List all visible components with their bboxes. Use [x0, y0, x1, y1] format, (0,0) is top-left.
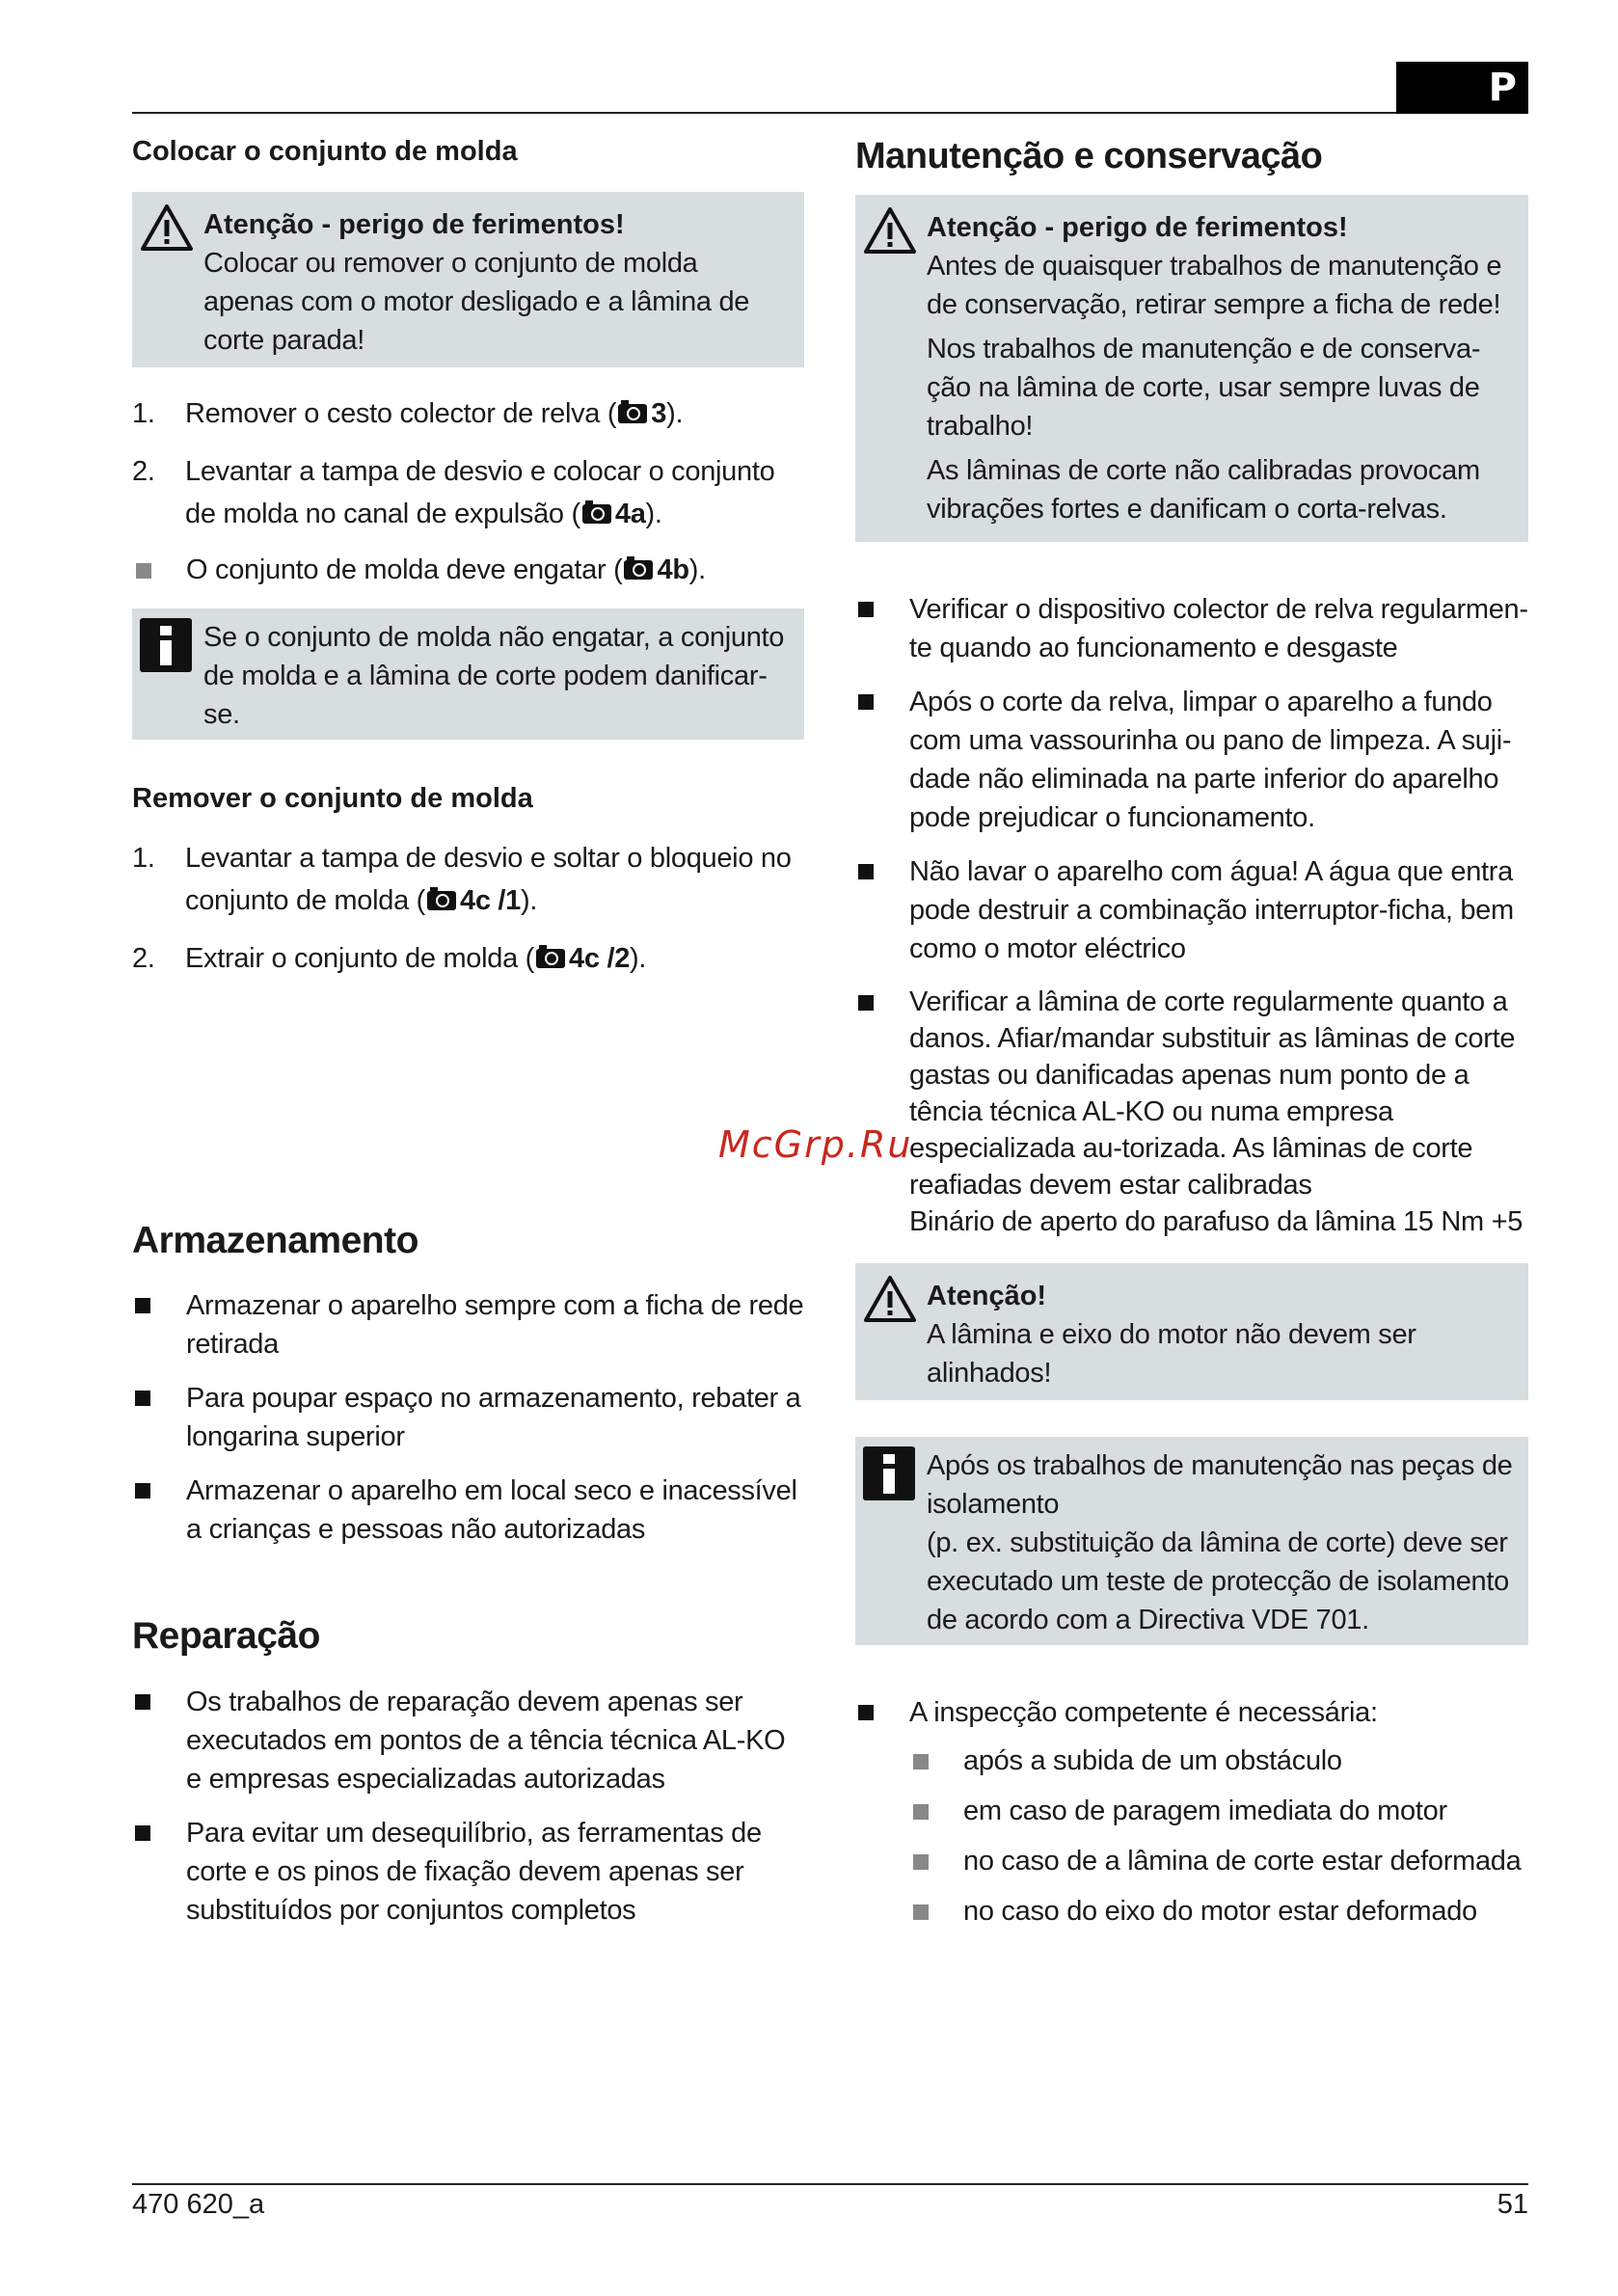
- camera-icon: [618, 404, 647, 423]
- list-item: 2. Extrair o conjunto de molda ( 4c /2).: [132, 942, 647, 974]
- warning-triangle-icon: [863, 206, 917, 255]
- bullet-square: [913, 1754, 929, 1769]
- attention-title: Atenção!: [927, 1280, 1047, 1311]
- warning-text: Colocar ou remover o conjunto de molda apenas com o motor desligado e a lâmina de corte parada!: [203, 247, 750, 356]
- maintenance-list: [855, 590, 1528, 1240]
- repair-list: [132, 1683, 804, 1930]
- bullet-square: [858, 864, 874, 879]
- list-item: Armazenar o aparelho sempre com a ficha de rede retirada: [132, 1286, 804, 1364]
- bullet-square: [858, 1705, 874, 1720]
- section-heading-fit-mulch: Colocar o conjunto de molda: [132, 136, 518, 167]
- warning-text: Antes de quaisquer trabalhos de manutenção e de conservação, retirar sempre a ficha de rede! Nos trabalhos de manutenção e de conserva-ção na lâmina de corte, usar sempre luvas de trabalho! As lâminas de corte não calibradas provocam vibrações fortes e danificam o corta-relvas.: [927, 250, 1502, 525]
- bullet-square: [913, 1854, 929, 1870]
- camera-icon: [427, 891, 456, 910]
- info-icon: [140, 618, 192, 672]
- warning-box-maintenance: [855, 195, 1528, 542]
- watermark: McGrp.Ru: [718, 1123, 913, 1166]
- figure-ref: 3: [651, 397, 667, 429]
- list-item: Após o corte da relva, limpar o aparelho a fundo com uma vassourinha ou pano de limpeza. A suji-dade não eliminada na parte inferior do aparelho pode prejudicar o funcionamento.: [855, 683, 1528, 837]
- list-item: 2. Levantar a tampa de desvio e colocar o conjunto de molda no canal de expulsão ( 4a).: [132, 455, 775, 529]
- list-item: Não lavar o aparelho com água! A água que entra pode destruir a combinação interruptor-ficha, bem como o motor eléctrico: [855, 852, 1528, 968]
- warning-box-fit-mulch: [132, 192, 804, 367]
- figure-ref: 4b: [657, 554, 689, 585]
- left-column: [132, 135, 804, 1945]
- list-item: no caso do eixo do motor estar deformado: [909, 1892, 1528, 1931]
- footer-rule: [132, 2183, 1528, 2185]
- list-item: Armazenar o aparelho em local seco e inacessível a crianças e pessoas não autorizadas: [132, 1472, 804, 1549]
- list-item: após a subida de um obstáculo: [909, 1742, 1528, 1780]
- storage-list: [132, 1286, 804, 1549]
- figure-ref: 4c /2: [569, 942, 631, 974]
- bullet-square: [858, 602, 874, 617]
- warning-title: Atenção - perigo de ferimentos!: [927, 211, 1348, 243]
- list-item: O conjunto de molda deve engatar ( 4b).: [132, 551, 804, 589]
- camera-icon: [536, 949, 565, 968]
- info-box-fit-mulch: [132, 608, 804, 740]
- page-number: 51: [1497, 2189, 1528, 2220]
- list-item: A inspecção competente é necessária: após a subida de um obstáculo em caso de paragem imediata do motor no caso de a lâmina de corte estar deformada no caso do eixo do motor estar deformado: [855, 1693, 1528, 1931]
- bullet-square: [136, 563, 151, 579]
- info-icon: [863, 1446, 915, 1500]
- bullet-square: [135, 1298, 150, 1313]
- bullet-square: [858, 694, 874, 710]
- list-item: 1. Remover o cesto colector de relva ( 3).: [132, 397, 684, 429]
- camera-icon: [624, 560, 653, 580]
- remove-mulch-steps: [132, 837, 804, 980]
- attention-text: A lâmina e eixo do motor não devem ser alinhados!: [927, 1318, 1416, 1389]
- figure-ref: 4c /1: [460, 884, 522, 916]
- camera-icon: [582, 504, 611, 524]
- list-item: no caso de a lâmina de corte estar deformada: [909, 1842, 1528, 1880]
- bullet-square: [135, 1391, 150, 1406]
- section-heading-remove-mulch: Remover o conjunto de molda: [132, 782, 533, 814]
- document-number: 470 620_a: [132, 2189, 265, 2220]
- info-text: Se o conjunto de molda não engatar, a conjunto de molda e a lâmina de corte podem danificar-se.: [203, 621, 785, 730]
- list-item: em caso de paragem imediata do motor: [909, 1792, 1528, 1830]
- info-text: Após os trabalhos de manutenção nas peças de isolamento (p. ex. substituição da lâmina de corte) deve ser executado um teste de protecção de isolamento de acordo com a Directiva VDE 701.: [927, 1449, 1513, 1635]
- bullet-square: [913, 1904, 929, 1920]
- torque-spec: Binário de aperto do parafuso da lâmina 15 Nm +5: [909, 1205, 1524, 1237]
- fit-mulch-steps: [132, 392, 804, 535]
- inspection-list: [855, 1693, 1528, 1931]
- list-item: Verificar o dispositivo colector de relva regularmen-te quando ao funcionamento e desgaste: [855, 590, 1528, 667]
- list-item: Verificar a lâmina de corte regularmente quanto a danos. Afiar/mandar substituir as lâminas de corte gastas ou danificadas apenas num ponto de a tência técnica AL-KO ou numa empresa especializada au-torizada. As lâminas de corte reafiadas devem estar calibradas Binário de aperto do parafuso da lâmina 15 Nm +5: [855, 984, 1528, 1240]
- bullet-square: [858, 995, 874, 1011]
- bullet-square: [135, 1825, 150, 1841]
- warning-title: Atenção - perigo de ferimentos!: [203, 208, 625, 240]
- warning-triangle-icon: [863, 1275, 917, 1323]
- warning-triangle-icon: [140, 203, 194, 252]
- attention-box-blade: [855, 1263, 1528, 1400]
- right-column: [855, 135, 1528, 1946]
- list-item: Os trabalhos de reparação devem apenas ser executados em pontos de a tência técnica AL-KO e empresas especializadas autorizadas: [132, 1683, 804, 1798]
- info-box-insulation: [855, 1437, 1528, 1645]
- list-item: 1. Levantar a tampa de desvio e soltar o bloqueio no conjunto de molda ( 4c /1).: [132, 842, 792, 916]
- fit-mulch-substeps: [132, 551, 804, 589]
- header-rule: [132, 112, 1528, 114]
- section-heading-storage: Armazenamento: [132, 1219, 418, 1261]
- section-heading-maintenance: Manutenção e conservação: [855, 136, 1323, 176]
- inspection-sublist: [909, 1742, 1528, 1931]
- language-tab: P: [1396, 62, 1528, 114]
- bullet-square: [135, 1694, 150, 1710]
- list-item: Para poupar espaço no armazenamento, rebater a longarina superior: [132, 1379, 804, 1456]
- bullet-square: [913, 1804, 929, 1820]
- section-heading-repair: Reparação: [132, 1615, 320, 1658]
- bullet-square: [135, 1483, 150, 1499]
- figure-ref: 4a: [614, 498, 646, 529]
- list-item: Para evitar um desequilíbrio, as ferramentas de corte e os pinos de fixação devem apenas ser substituídos por conjuntos completos: [132, 1814, 804, 1930]
